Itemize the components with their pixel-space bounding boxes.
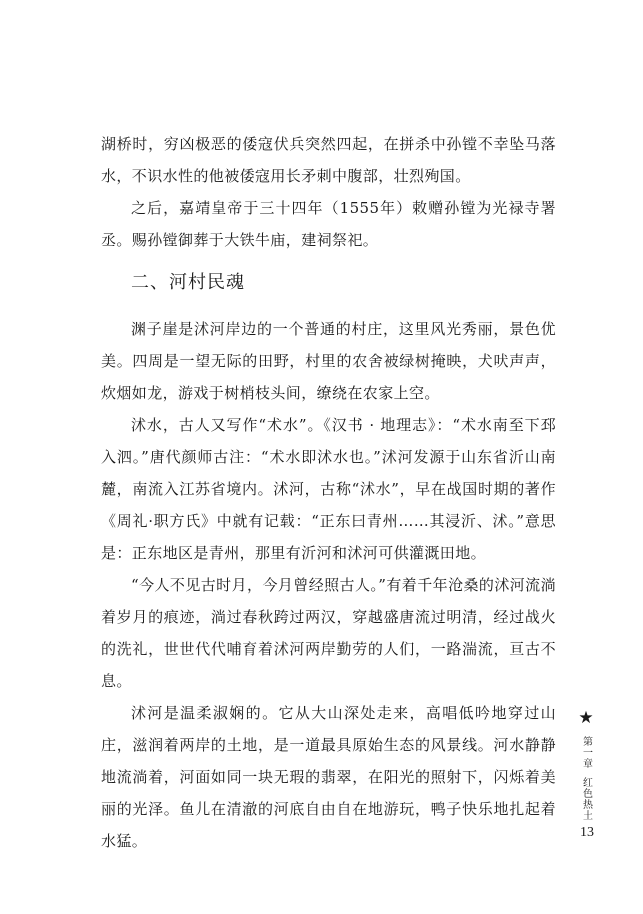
page-number: 13 [580,825,594,840]
paragraph: 之后，嘉靖皇帝于三十四年（1555年）敕赠孙镗为光禄寺署丞。赐孙镗御葬于大铁牛庙，建祠祭祀。 [101,199,556,249]
paragraph: 湖桥时，穷凶极恶的倭寇伏兵突然四起，在拼杀中孙镗不幸坠马落水，不识水性的他被倭寇用长矛刺中腹部，壮烈殉国。 [101,135,556,185]
paragraph: 沭水，古人又写作“术水”。《汉书 · 地理志》：“术水南至下邳入泗。”唐代颜师古注：“术水即沭水也。”沭河发源于山东省沂山南麓，南流入江苏省境内。沭河，古称“沭水”，早在战国时期的著作《周礼·职方氏》中就有记载：“正东曰青州……其浸沂、沭。”意思是：正东地区是青州，那里有沂河和沭河可供灌溉田地。 [101,416,556,562]
star-icon: ★ [578,708,594,728]
chapter-side-tab [576,708,596,821]
paragraph: 沭河是温柔淑娴的。它从大山深处走来，高唱低吟地穿过山庄，滋润着两岸的土地，是一道最具原始生态的风景线。河水静静地流淌着，河面如同一块无瑕的翡翠，在阳光的照射下，闪烁着美丽的光泽。鱼儿在清澈的河底自由自在地游玩，鸭子快乐地扎起着水猛。 [101,704,556,850]
body-text-top [101,128,556,256]
paragraph: 渊子崖是沭河岸边的一个普通的村庄，这里风光秀丽，景色优美。四周是一望无际的田野，村里的农舍被绿树掩映，犬吠声声，炊烟如龙，游戏于树梢枝头间，缭绕在农家上空。 [101,320,556,402]
chapter-title: 红色热土 [580,777,592,821]
section-heading: 二、河村民魂 [131,272,245,293]
body-text-bottom [101,313,556,857]
chapter-label: 第一章 [580,736,592,769]
paragraph: “今人不见古时月，今月曾经照古人。”有着千年沧桑的沭河流淌着岁月的痕迹，淌过春秋跨过两汉，穿越盛唐流过明清，经过战火的洗礼，世世代代哺育着沭河两岸勤劳的人们，一路湍流，亘古不息。 [101,576,556,690]
